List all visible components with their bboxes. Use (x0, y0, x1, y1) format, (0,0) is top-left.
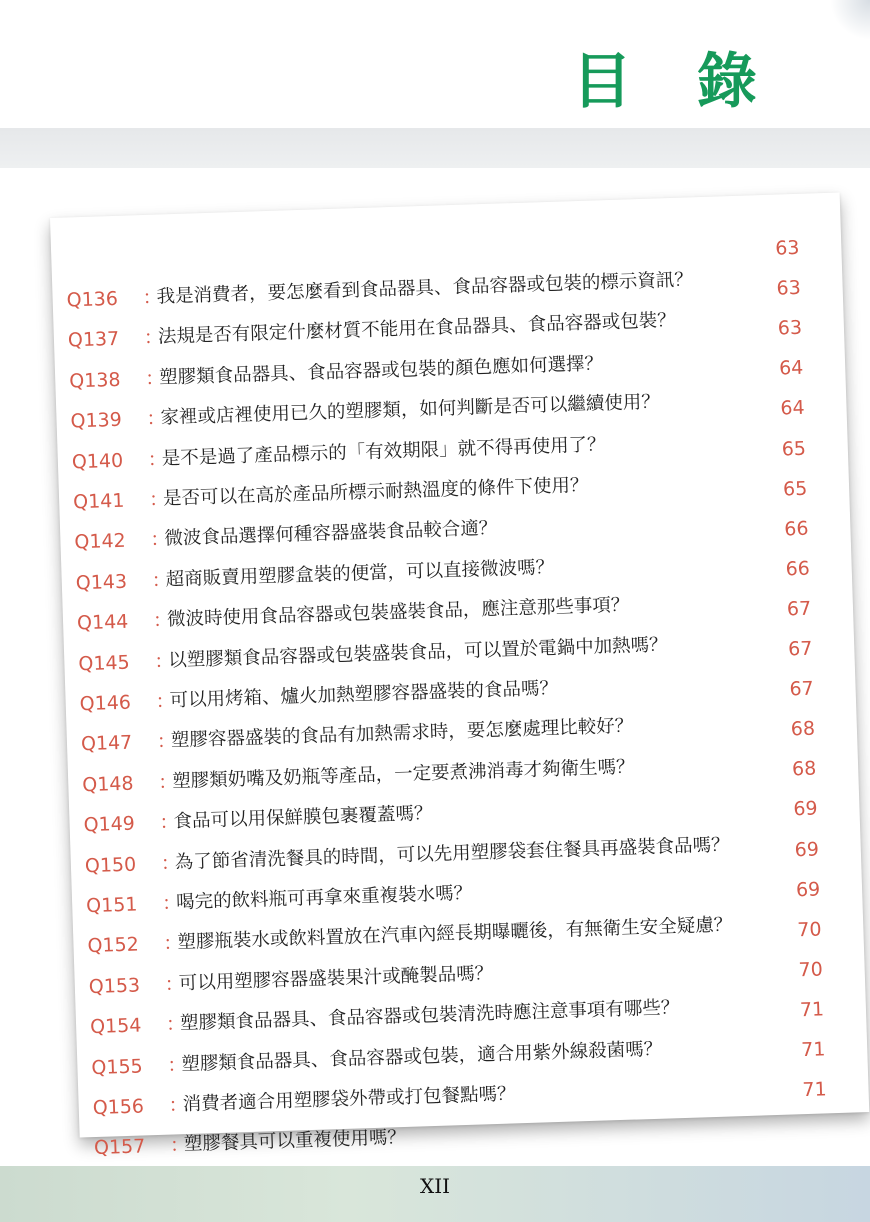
question-text: 微波食品選擇何種容器盛裝食品較合適？ (164, 518, 498, 550)
page-reference: 69 (794, 838, 820, 861)
question-number: Q141 (72, 489, 125, 514)
question-separator: ： (151, 569, 172, 592)
question-number: Q137 (67, 328, 120, 352)
question-text: 塑膠類食品器具、食品容器或包裝的顏色應如何選擇？ (158, 353, 604, 389)
question-text: 是不是過了產品標示的「有效期限」就不得再使用了？ (161, 433, 606, 470)
question-number: Q138 (68, 368, 121, 393)
page-reference: 63 (774, 236, 800, 260)
question-separator: ： (159, 811, 179, 834)
question-text: 以塑膠類食品容器或包裝盛裝食品，可以置於電鍋中加熱嗎？ (168, 633, 668, 671)
question-number: Q145 (78, 651, 130, 675)
page-reference: 69 (795, 878, 821, 901)
page-reference: 64 (778, 357, 804, 380)
page-reference: 67 (786, 597, 812, 621)
question-text: 可以用烤箱、爐火加熱塑膠容器盛裝的食品嗎？ (169, 677, 559, 712)
question-number: Q143 (75, 570, 128, 595)
question-number: Q150 (84, 853, 137, 877)
question-number: Q144 (76, 610, 129, 635)
page-reference: 65 (781, 437, 807, 460)
page-reference: 69 (793, 797, 818, 821)
page-reference: 65 (782, 477, 808, 501)
question-number: Q152 (87, 933, 140, 958)
question-number: Q139 (70, 408, 123, 433)
question-text: 喝完的飲料瓶可再拿來重複裝水嗎？ (175, 882, 473, 914)
question-number: Q142 (74, 530, 127, 554)
page-reference: 63 (776, 276, 802, 300)
page-reference: 66 (783, 517, 809, 541)
question-separator: ： (143, 326, 164, 350)
question-text: 塑膠容器盛裝的食品有加熱需求時，要怎麼處理比較好？ (170, 715, 634, 752)
question-separator: ： (152, 609, 173, 633)
question-separator: ： (164, 972, 185, 996)
page-reference: 63 (777, 316, 803, 340)
page-reference: 70 (796, 918, 822, 941)
question-text: 食品可以用保鮮膜包裹覆蓋嗎？ (173, 803, 433, 833)
question-separator: ： (160, 851, 181, 875)
question-text: 法規是否有限定什麼材質不能用在食品器具、食品容器或包裝？ (157, 310, 676, 348)
question-number: Q153 (88, 974, 141, 998)
page-reference: 64 (780, 397, 805, 420)
question-separator: ： (146, 407, 166, 431)
page-reference: 68 (791, 757, 817, 781)
question-number: Q156 (92, 1095, 145, 1120)
question-text: 塑膠餐具可以重複使用嗎？ (183, 1127, 407, 1156)
question-text: 家裡或店裡使用已久的塑膠類，如何判斷是否可以繼續使用？ (160, 391, 661, 429)
question-separator: ： (168, 1094, 189, 1117)
question-separator: ： (144, 367, 165, 390)
question-separator: ： (154, 649, 174, 673)
question-number: Q155 (91, 1055, 144, 1079)
question-separator: ： (163, 932, 183, 956)
question-separator: ： (167, 1053, 187, 1077)
question-separator: ： (150, 528, 170, 552)
question-number: Q147 (80, 732, 133, 756)
question-text: 為了節省清洗餐具的時間，可以先用塑膠袋套住餐具再盛裝食品嗎？ (174, 833, 730, 873)
question-number: Q140 (71, 449, 124, 474)
question-text: 塑膠類食品器具、食品容器或包裝清洗時應注意事項有哪些？ (179, 997, 680, 1035)
question-text: 我是消費者，要怎麼看到食品器具、食品容器或包裝的標示資訊？ (156, 269, 694, 308)
question-text: 可以用塑膠容器盛裝果汁或醃製品嗎？ (178, 962, 494, 995)
question-separator: ： (148, 488, 169, 511)
question-separator: ： (169, 1134, 190, 1157)
question-separator: ： (165, 1013, 186, 1036)
question-separator: ： (147, 447, 168, 471)
page-reference: 70 (798, 958, 824, 982)
question-separator: ： (142, 286, 162, 310)
question-number: Q154 (89, 1014, 142, 1039)
question-number: Q149 (83, 812, 136, 837)
page-reference: 71 (799, 998, 825, 1022)
question-separator: ： (157, 770, 178, 794)
page-reference: 71 (800, 1038, 826, 1062)
question-number: Q136 (66, 287, 119, 312)
page-title: 目 錄 (572, 47, 779, 117)
question-text: 塑膠類食品器具、食品容器或包裝，適合用紫外線殺菌嗎？ (181, 1038, 663, 1075)
toc-list (50, 192, 869, 1160)
question-separator: ： (155, 690, 176, 713)
page-reference: 66 (785, 557, 811, 581)
page-reference: 71 (802, 1078, 827, 1102)
question-number: Q146 (79, 691, 132, 716)
page-reference: 67 (789, 677, 815, 701)
question-text: 是否可以在高於產品所標示耐熱溫度的條件下使用？ (162, 474, 589, 510)
top-band (0, 128, 870, 168)
question-text: 微波時使用食品容器或包裝盛裝食品，應注意那些事項？ (166, 594, 630, 631)
page-number: XII (419, 1174, 451, 1198)
question-separator: ： (156, 730, 177, 754)
question-number: Q148 (81, 772, 134, 797)
page-reference: 68 (790, 717, 816, 741)
question-text: 塑膠類奶嘴及奶瓶等產品，一定要煮沸消毒才夠衛生嗎？ (171, 756, 635, 793)
toc-card (50, 192, 869, 1160)
question-number: Q157 (93, 1135, 146, 1160)
question-text: 塑膠瓶裝水或飲料置放在汽車內經長期曝曬後，有無衛生安全疑慮？ (177, 914, 733, 954)
page-reference: 67 (787, 637, 813, 661)
question-separator: ： (161, 892, 182, 915)
corner-shade (830, 0, 870, 40)
question-number: Q151 (85, 893, 138, 918)
question-text: 超商販賣用塑膠盒裝的便當，可以直接微波嗎？ (165, 556, 555, 591)
question-text: 消費者適合用塑膠袋外帶或打包餐點嗎？ (182, 1083, 516, 1116)
